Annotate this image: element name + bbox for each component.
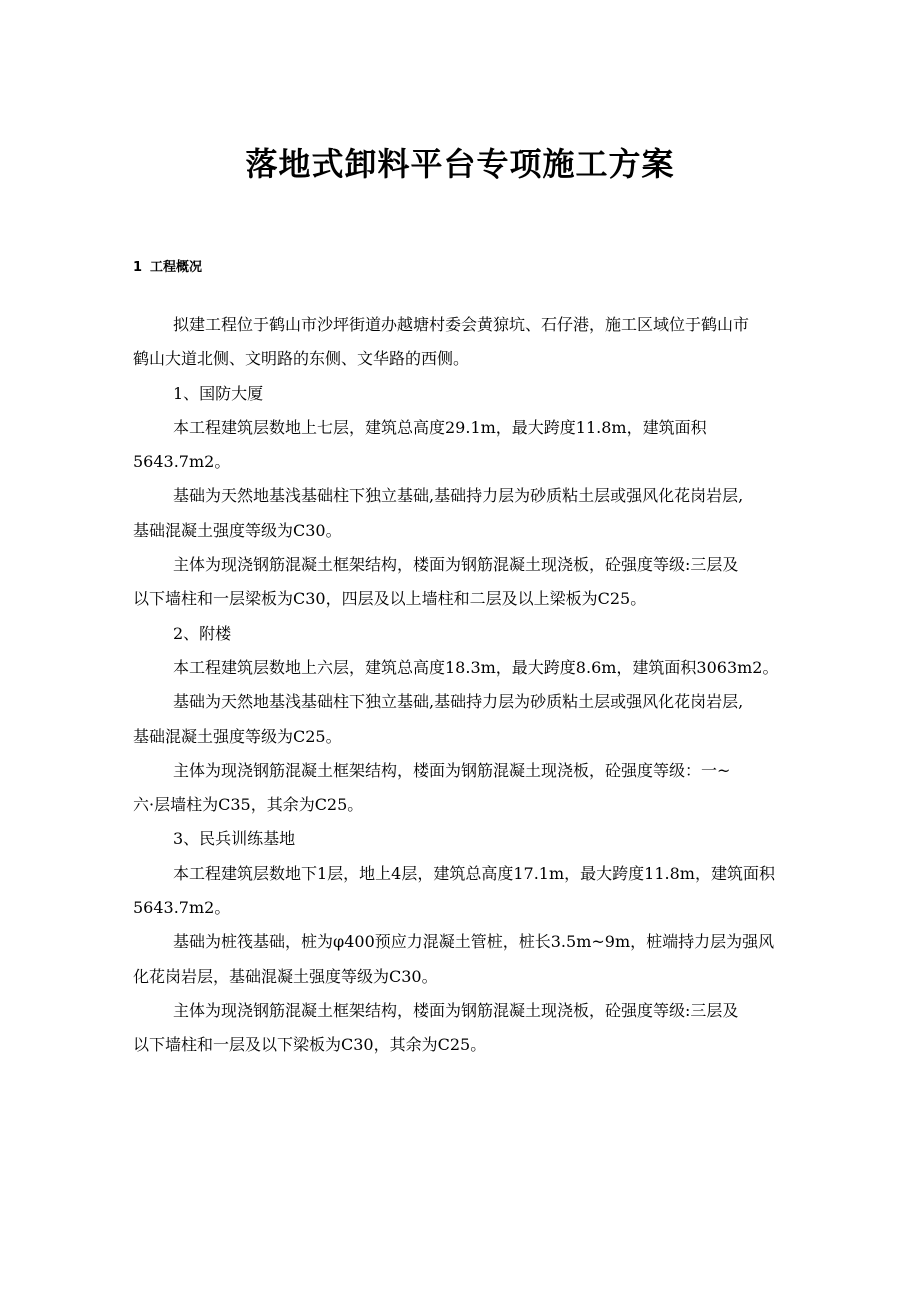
section-label: 工程概况 — [150, 260, 203, 275]
paragraph-line: 5643.7m2。 — [133, 452, 231, 472]
building-paragraph — [133, 925, 833, 994]
paragraph-line: 基础混凝土强度等级为C25。 — [133, 726, 342, 746]
building-paragraph — [133, 479, 833, 548]
paragraph-line: 本工程建筑层数地上七层，建筑总高度29.1m，最大跨度11.8m，建筑面积 — [173, 417, 707, 437]
paragraph-line: 基础为天然地基浅基础柱下独立基础,基础持力层为砂质粘土层或强风化花岗岩层, — [173, 486, 744, 506]
paragraph-line: 鹤山大道北侧、文明路的东侧、文华路的西侧。 — [133, 349, 470, 369]
paragraph-line: 基础混凝土强度等级为C30。 — [133, 520, 342, 540]
paragraph-line: 本工程建筑层数地下1层，地上4层，建筑总高度17.1m，最大跨度11.8m，建筑面积 — [173, 863, 775, 883]
building-heading: 1、国防大厦 — [173, 383, 264, 403]
building-paragraph — [133, 754, 833, 823]
paragraph-line: 以下墙柱和一层及以下梁板为C30，其余为C25。 — [133, 1035, 487, 1055]
paragraph-line: 基础为天然地基浅基础柱下独立基础,基础持力层为砂质粘土层或强风化花岗岩层, — [173, 692, 744, 712]
paragraph-line: 5643.7m2。 — [133, 898, 231, 918]
building-paragraph — [133, 548, 833, 617]
paragraph-line: 六·层墙柱为C35，其余为C25。 — [133, 795, 364, 815]
paragraph-line: 主体为现浇钢筋混凝土框架结构，楼面为钢筋混凝土现浇板，砼强度等级:三层及 — [173, 1000, 739, 1020]
paragraph-line: 本工程建筑层数地上六层，建筑总高度18.3m，最大跨度8.6m，建筑面积3063m2。 — [173, 657, 779, 677]
document-title: 落地式卸料平台专项施工方案 — [245, 145, 675, 183]
section-heading — [133, 258, 202, 278]
paragraph-line: 主体为现浇钢筋混凝土框架结构，楼面为钢筋混凝土现浇板，砼强度等级：一~ — [173, 760, 731, 780]
document-body — [133, 308, 833, 1063]
building-heading: 2、附楼 — [173, 623, 232, 643]
building-paragraph — [133, 994, 833, 1063]
building-heading: 3、民兵训练基地 — [173, 829, 296, 849]
paragraph-line: 拟建工程位于鹤山市沙坪街道办越塘村委会黄猄坑、石仔港，施工区域位于鹤山市 — [173, 315, 750, 334]
paragraph-line: 主体为现浇钢筋混凝土框架结构，楼面为钢筋混凝土现浇板，砼强度等级:三层及 — [173, 555, 739, 575]
paragraph-line: 基础为桩筏基础，桩为φ400预应力混凝土管桩，桩长3.5m~9m，桩端持力层为强风 — [173, 932, 775, 952]
building-paragraph — [133, 411, 833, 480]
building-paragraph — [133, 857, 833, 926]
paragraph-line: 以下墙柱和一层梁板为C30，四层及以上墙柱和二层及以上梁板为C25。 — [133, 589, 647, 609]
building-paragraph — [133, 685, 833, 754]
intro-paragraph — [133, 308, 833, 377]
building-paragraph — [133, 651, 833, 685]
paragraph-line: 化花岗岩层，基础混凝土强度等级为C30。 — [133, 966, 438, 986]
section-number: 1 — [133, 260, 143, 275]
